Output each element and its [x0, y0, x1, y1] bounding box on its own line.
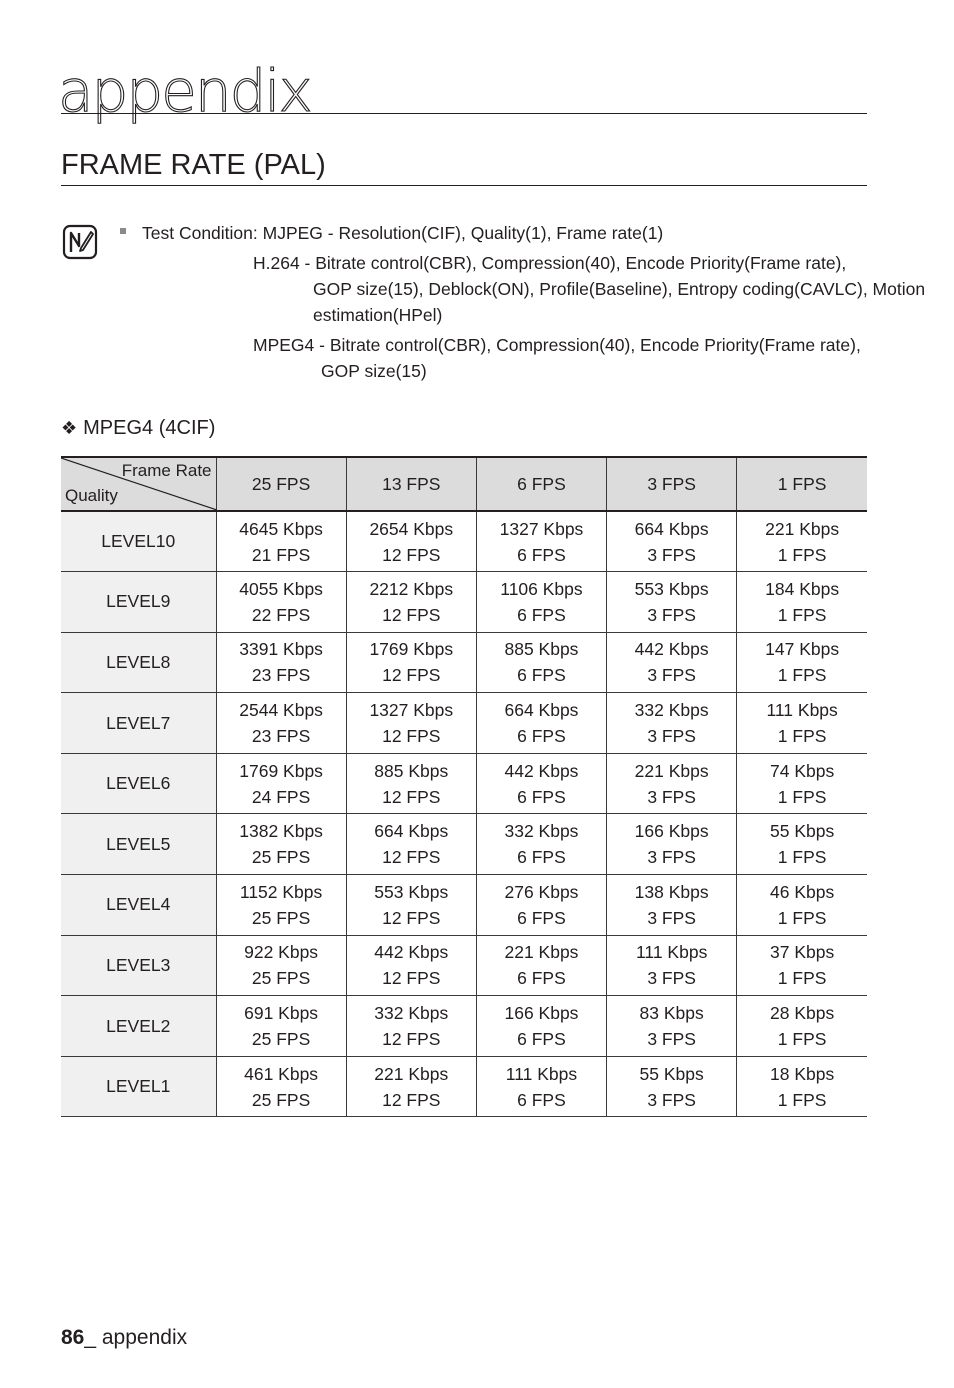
- cell-bitrate: 1769 Kbps: [369, 639, 454, 660]
- table-cell: [476, 996, 606, 1057]
- table-cell: [346, 632, 476, 693]
- cell-bitrate: 1382 Kbps: [239, 821, 323, 842]
- cell-bitrate: 111 Kbps: [766, 700, 838, 721]
- cell-fps: 1 FPS: [777, 665, 827, 686]
- cell-fps: 12 FPS: [382, 968, 441, 989]
- table-row: [61, 875, 867, 936]
- cell-bitrate: 28 Kbps: [770, 1003, 835, 1024]
- cell-bitrate: 553 Kbps: [634, 578, 709, 599]
- row-level-label: LEVEL2: [61, 996, 216, 1057]
- table-cell: [346, 572, 476, 633]
- cell-bitrate: 442 Kbps: [634, 639, 709, 660]
- table-cell: [607, 935, 737, 996]
- table-cell: [476, 935, 606, 996]
- note-line-3: GOP size(15), Deblock(ON), Profile(Baseline), Entropy coding(CAVLC), Motion: [313, 279, 926, 299]
- cell-bitrate: 18 Kbps: [770, 1063, 835, 1084]
- cell-bitrate: 221 Kbps: [374, 1063, 449, 1084]
- table-cell: [737, 935, 867, 996]
- cell-bitrate: 74 Kbps: [770, 760, 835, 781]
- cell-fps: 6 FPS: [517, 726, 566, 747]
- cell-bitrate: 221 Kbps: [634, 760, 709, 781]
- table-cell: [737, 511, 867, 572]
- cell-bitrate: 332 Kbps: [504, 821, 579, 842]
- cell-fps: 12 FPS: [382, 1089, 441, 1110]
- table-header-row: [61, 457, 867, 511]
- cell-fps: 25 FPS: [251, 1089, 311, 1110]
- cell-fps: 3 FPS: [647, 604, 696, 625]
- cell-fps: 24 FPS: [251, 786, 311, 807]
- cell-fps: 3 FPS: [647, 1089, 696, 1110]
- table-cell: [476, 814, 606, 875]
- cell-fps: 6 FPS: [517, 786, 566, 807]
- column-header: 25 FPS: [216, 457, 346, 511]
- cell-bitrate: 166 Kbps: [504, 1003, 579, 1024]
- cell-bitrate: 691 Kbps: [244, 1003, 319, 1024]
- table-cell: [216, 875, 346, 936]
- cell-fps: 23 FPS: [251, 726, 311, 747]
- cell-fps: 6 FPS: [517, 1089, 566, 1110]
- row-level-label: LEVEL1: [61, 1056, 216, 1117]
- table-cell: [476, 693, 606, 754]
- cell-bitrate: 166 Kbps: [634, 821, 709, 842]
- table-cell: [737, 753, 867, 814]
- table-cell: [216, 814, 346, 875]
- table-cell: [216, 572, 346, 633]
- cell-bitrate: 55 Kbps: [639, 1063, 704, 1084]
- table-cell: [737, 1056, 867, 1117]
- cell-bitrate: 1327 Kbps: [499, 518, 584, 539]
- cell-fps: 25 FPS: [251, 847, 311, 868]
- cell-bitrate: 922 Kbps: [244, 942, 319, 963]
- cell-fps: 25 FPS: [251, 968, 311, 989]
- chapter-title: appendix: [58, 57, 311, 125]
- note-bullet: [120, 228, 126, 234]
- table-cell: [216, 935, 346, 996]
- table-cell: [607, 1056, 737, 1117]
- cell-bitrate: 111 Kbps: [635, 942, 708, 963]
- cell-bitrate: 276 Kbps: [504, 881, 579, 902]
- diamond-icon: ❖: [61, 418, 78, 439]
- cell-bitrate: 46 Kbps: [770, 881, 835, 902]
- cell-bitrate: 2544 Kbps: [239, 700, 323, 721]
- row-level-label: LEVEL7: [61, 693, 216, 754]
- table-row: [61, 511, 867, 572]
- table-row: [61, 996, 867, 1057]
- note-line-5: MPEG4 - Bitrate control(CBR), Compression(40), Encode Priority(Frame rate),: [253, 335, 861, 355]
- cell-bitrate: 111 Kbps: [505, 1063, 578, 1084]
- cell-fps: 6 FPS: [517, 665, 566, 686]
- cell-fps: 1 FPS: [777, 1029, 827, 1050]
- cell-bitrate: 4055 Kbps: [239, 578, 323, 599]
- column-header: 1 FPS: [737, 457, 867, 511]
- cell-fps: 6 FPS: [517, 1029, 566, 1050]
- table-cell: [607, 511, 737, 572]
- cell-bitrate: 885 Kbps: [504, 639, 579, 660]
- table-corner-cell: [61, 457, 216, 511]
- footer-label: _ appendix: [84, 1326, 188, 1349]
- table-cell: [216, 632, 346, 693]
- cell-bitrate: 885 Kbps: [374, 760, 449, 781]
- cell-fps: 1 FPS: [777, 544, 827, 565]
- table-cell: [346, 935, 476, 996]
- table-cell: [737, 814, 867, 875]
- cell-fps: 3 FPS: [647, 544, 696, 565]
- cell-bitrate: 221 Kbps: [504, 942, 579, 963]
- row-level-label: LEVEL10: [61, 511, 216, 572]
- column-header: 3 FPS: [607, 457, 737, 511]
- table-cell: [737, 996, 867, 1057]
- cell-bitrate: 1769 Kbps: [239, 760, 323, 781]
- table-cell: [346, 693, 476, 754]
- cell-bitrate: 1327 Kbps: [369, 700, 454, 721]
- table-row: [61, 632, 867, 693]
- cell-fps: 3 FPS: [647, 786, 696, 807]
- page-footer: [61, 1324, 187, 1352]
- cell-bitrate: 37 Kbps: [770, 942, 835, 963]
- table-cell: [346, 996, 476, 1057]
- subsection-title: [61, 414, 215, 443]
- cell-bitrate: 664 Kbps: [374, 821, 449, 842]
- cell-bitrate: 664 Kbps: [504, 700, 579, 721]
- cell-bitrate: 3391 Kbps: [239, 639, 323, 660]
- section-rule: [61, 185, 867, 186]
- cell-fps: 3 FPS: [647, 968, 696, 989]
- corner-bottom-label: Quality: [65, 486, 118, 505]
- table-row: [61, 753, 867, 814]
- cell-fps: 12 FPS: [382, 726, 441, 747]
- cell-fps: 21 FPS: [251, 544, 311, 565]
- cell-fps: 12 FPS: [382, 604, 441, 625]
- cell-fps: 1 FPS: [777, 786, 827, 807]
- table-row: [61, 693, 867, 754]
- row-level-label: LEVEL9: [61, 572, 216, 633]
- cell-fps: 12 FPS: [382, 665, 441, 686]
- table-cell: [607, 572, 737, 633]
- cell-fps: 6 FPS: [517, 968, 566, 989]
- table-cell: [216, 753, 346, 814]
- table-row: [61, 935, 867, 996]
- cell-fps: 3 FPS: [647, 847, 696, 868]
- cell-bitrate: 1152 Kbps: [239, 881, 323, 902]
- table-cell: [476, 632, 606, 693]
- cell-fps: 12 FPS: [382, 786, 441, 807]
- cell-bitrate: 2654 Kbps: [369, 518, 454, 539]
- corner-top-label: Frame Rate: [121, 461, 212, 480]
- table-cell: [476, 875, 606, 936]
- column-header: 13 FPS: [346, 457, 476, 511]
- cell-bitrate: 184 Kbps: [765, 578, 840, 599]
- cell-fps: 3 FPS: [647, 665, 696, 686]
- table-cell: [607, 632, 737, 693]
- note-line-4: estimation(HPel): [313, 305, 443, 325]
- cell-fps: 1 FPS: [777, 907, 827, 928]
- table-cell: [216, 1056, 346, 1117]
- table-cell: [346, 1056, 476, 1117]
- cell-bitrate: 221 Kbps: [765, 518, 840, 539]
- cell-bitrate: 553 Kbps: [374, 881, 449, 902]
- cell-fps: 6 FPS: [517, 544, 566, 565]
- cell-bitrate: 55 Kbps: [770, 821, 835, 842]
- table-cell: [476, 1056, 606, 1117]
- cell-fps: 23 FPS: [251, 665, 311, 686]
- cell-bitrate: 147 Kbps: [765, 639, 840, 660]
- cell-fps: 3 FPS: [647, 907, 696, 928]
- cell-bitrate: 2212 Kbps: [369, 578, 454, 599]
- cell-fps: 12 FPS: [382, 847, 441, 868]
- cell-fps: 12 FPS: [382, 544, 441, 565]
- column-header: 6 FPS: [476, 457, 606, 511]
- row-level-label: LEVEL3: [61, 935, 216, 996]
- table-cell: [346, 511, 476, 572]
- cell-fps: 22 FPS: [251, 604, 311, 625]
- table-cell: [346, 875, 476, 936]
- subsection-label: MPEG4 (4CIF): [83, 417, 216, 439]
- note-pencil-icon: [62, 224, 98, 260]
- cell-fps: 1 FPS: [777, 968, 827, 989]
- cell-fps: 1 FPS: [777, 1089, 827, 1110]
- cell-bitrate: 332 Kbps: [634, 700, 709, 721]
- table-row: [61, 572, 867, 633]
- cell-fps: 25 FPS: [251, 1029, 311, 1050]
- table-cell: [737, 632, 867, 693]
- row-level-label: LEVEL8: [61, 632, 216, 693]
- table-cell: [607, 814, 737, 875]
- cell-bitrate: 461 Kbps: [244, 1063, 319, 1084]
- cell-bitrate: 332 Kbps: [374, 1003, 449, 1024]
- cell-fps: 6 FPS: [517, 604, 566, 625]
- cell-bitrate: 138 Kbps: [634, 881, 709, 902]
- cell-fps: 6 FPS: [517, 847, 566, 868]
- table-row: [61, 814, 867, 875]
- table-cell: [476, 511, 606, 572]
- cell-fps: 3 FPS: [647, 726, 696, 747]
- cell-bitrate: 83 Kbps: [639, 1003, 704, 1024]
- table-cell: [607, 693, 737, 754]
- table-cell: [607, 875, 737, 936]
- table-cell: [216, 693, 346, 754]
- cell-fps: 1 FPS: [777, 726, 827, 747]
- cell-fps: 12 FPS: [382, 1029, 441, 1050]
- note-line-1: Test Condition: MJPEG - Resolution(CIF), Quality(1), Frame rate(1): [142, 223, 664, 243]
- cell-fps: 6 FPS: [517, 907, 566, 928]
- page-number: 86: [61, 1326, 85, 1349]
- table-row: [61, 1056, 867, 1117]
- cell-fps: 1 FPS: [777, 847, 827, 868]
- section-title: FRAME RATE (PAL): [61, 149, 326, 181]
- cell-bitrate: 1106 Kbps: [500, 578, 583, 599]
- table-cell: [216, 511, 346, 572]
- table-cell: [607, 996, 737, 1057]
- cell-fps: 3 FPS: [647, 1029, 696, 1050]
- table-cell: [216, 996, 346, 1057]
- table-cell: [737, 572, 867, 633]
- cell-bitrate: 664 Kbps: [634, 518, 709, 539]
- note-line-2: H.264 - Bitrate control(CBR), Compression(40), Encode Priority(Frame rate),: [253, 253, 847, 273]
- cell-bitrate: 442 Kbps: [374, 942, 449, 963]
- row-level-label: LEVEL6: [61, 753, 216, 814]
- table-cell: [607, 753, 737, 814]
- row-level-label: LEVEL5: [61, 814, 216, 875]
- frame-rate-table: [61, 456, 867, 1117]
- cell-fps: 25 FPS: [251, 907, 311, 928]
- table-cell: [346, 753, 476, 814]
- row-level-label: LEVEL4: [61, 875, 216, 936]
- table-cell: [476, 753, 606, 814]
- chapter-rule: [61, 113, 867, 114]
- cell-bitrate: 4645 Kbps: [239, 518, 323, 539]
- table-cell: [476, 572, 606, 633]
- cell-fps: 12 FPS: [382, 907, 441, 928]
- table-cell: [737, 875, 867, 936]
- table-cell: [346, 814, 476, 875]
- note-line-6: GOP size(15): [321, 361, 427, 381]
- table-cell: [737, 693, 867, 754]
- cell-fps: 1 FPS: [777, 604, 827, 625]
- cell-bitrate: 442 Kbps: [504, 760, 579, 781]
